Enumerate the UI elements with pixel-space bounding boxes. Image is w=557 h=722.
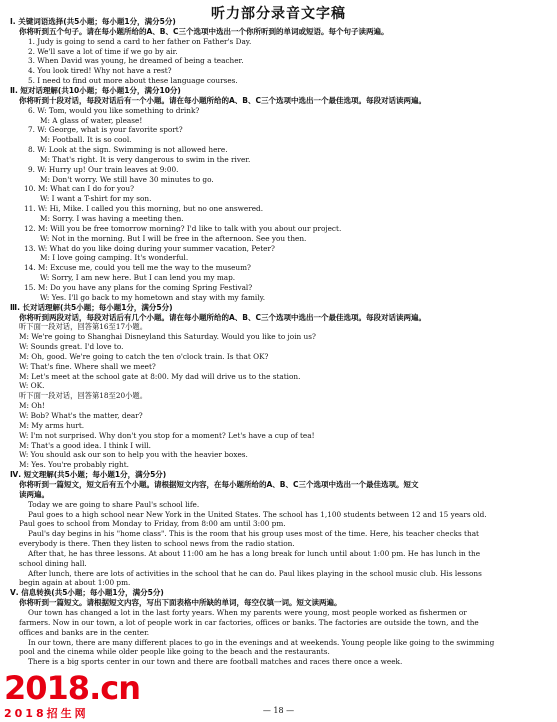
text-line: M: Yes. You're probably right. bbox=[19, 460, 130, 470]
text-line: 14. M: Excuse me, could you tell me the way to the museum? bbox=[24, 263, 251, 273]
text-line: M: That's right. It is very dangerous to swim in the river. bbox=[40, 154, 251, 164]
text-line: 1. Judy is going to send a card to her father on Father's Day. bbox=[28, 36, 252, 46]
section-heading: Ⅱ. 短对话理解(共10小题；每小题1分，满分10分) bbox=[10, 85, 181, 95]
text-line: W: OK. bbox=[19, 381, 45, 391]
text-line: 听下面一段对话，回答第18至20小题。 bbox=[19, 391, 148, 401]
text-line: W: Bob? What's the matter, dear? bbox=[19, 411, 143, 420]
text-line: M: Don't worry. We still have 30 minutes to go. bbox=[40, 174, 214, 184]
text-line: 6. W: Tom, would you like something to drink? bbox=[28, 105, 200, 115]
text-line: Paul goes to school from Monday to Friday, from 8:00 am until 3:00 pm. bbox=[19, 519, 286, 529]
section-heading: Ⅲ. 长对话理解(共5小题；每小题1分，满分5分) bbox=[10, 302, 173, 312]
text-line: offices and banks are in the center. bbox=[19, 627, 150, 637]
text-line: pool and the cinema while older people like going to the beach and the restaurants. bbox=[19, 647, 330, 657]
text-line: W: Sorry, I am new here. But I can lend you my map. bbox=[40, 273, 236, 283]
section-heading: 你将听到两段对话，每段对话后有几个小题。请在每小题所给的A、B、C三个选项中选出一个最佳选项。每段对话读两遍。 bbox=[19, 312, 427, 322]
text-line: 2. We'll save a lot of time if we go by air. bbox=[28, 46, 178, 56]
text-line: M: My arms hurt. bbox=[19, 420, 85, 430]
section-heading: 你将听到五个句子。请在每小题所给的A、B、C三个选项中选出一个你所听到的单词或短语。每个句子读两遍。 bbox=[19, 26, 389, 36]
text-line: everybody is there. Then they listen to school news from the radio station. bbox=[19, 539, 295, 549]
text-line: W: That's fine. Where shall we meet? bbox=[19, 361, 156, 371]
text-line: 5. I need to find out more about these language courses. bbox=[28, 76, 238, 86]
text-line: Our town has changed a lot in the last forty years. When my parents were young, most people worked as fishermen or bbox=[28, 608, 467, 617]
text-line: W: Yes. I'll go back to my hometown and stay with my family. bbox=[40, 292, 266, 302]
text-line: 3. When David was young, he dreamed of being a teacher. bbox=[28, 56, 244, 66]
text-line: M: A glass of water, please! bbox=[40, 115, 143, 125]
text-line: Today we are going to share Paul's school life. bbox=[28, 499, 200, 509]
text-line: W: Not in the morning. But I will be free in the afternoon. See you then. bbox=[40, 233, 307, 243]
text-line: 15. M: Do you have any plans for the coming Spring Festival? bbox=[24, 282, 253, 292]
text-line: 9. W: Hurry up! Our train leaves at 9:00. bbox=[28, 164, 179, 174]
text-line: school dining hall. bbox=[19, 558, 87, 568]
text-line: M: Oh, good. We're going to catch the ten o'clock train. Is that OK? bbox=[19, 351, 269, 361]
text-line: M: Oh! bbox=[19, 401, 45, 411]
text-line: begin again at about 1:00 pm. bbox=[19, 578, 131, 588]
section-heading: Ⅰ. 关键词语选择(共5小题；每小题1分，满分5分) bbox=[10, 17, 176, 26]
text-line: W: You should ask our son to help you with the heavier boxes. bbox=[19, 450, 248, 460]
section-heading: 读两遍。 bbox=[19, 489, 49, 499]
watermark-logo: 2018.cn bbox=[4, 669, 140, 707]
watermark-text: 2018招生网 bbox=[4, 707, 89, 720]
text-line: farmers. Now in our town, a lot of people work in car factories, offices or banks. The factories are outside the town, and the bbox=[19, 617, 479, 627]
text-line: 7. W: George, what is your favorite sport? bbox=[28, 125, 183, 135]
text-line: 听下面一段对话，回答第16至17小题。 bbox=[19, 322, 148, 332]
section-heading: Ⅴ. 信息转换(共5小题；每小题1分，满分5分) bbox=[10, 588, 164, 598]
text-line: M: Sorry. I was having a meeting then. bbox=[40, 214, 184, 223]
text-line: Paul's day begins in his "home class". This is the room that his group uses most of the time. Here, his teacher checks that bbox=[28, 529, 479, 539]
text-line: 10. M: What can I do for you? bbox=[24, 184, 135, 194]
text-line: There is a big sports center in our town and there are football matches and races there once a week. bbox=[28, 657, 403, 667]
text-line: After that, he has three lessons. At about 11:00 am he has a long break for lunch until about 1:00 pm. He has lunch in the bbox=[28, 548, 481, 558]
section-heading: 你将听到一篇短文，短文后有五个小题。请根据短文内容，在每小题所给的A、B、C三个选项中选出一个最佳选项。短文 bbox=[19, 479, 419, 489]
section-heading: Ⅳ. 短文理解(共5小题；每小题1分，满分5分) bbox=[10, 470, 167, 480]
text-line: In our town, there are many different places to go in the evenings and at weekends. Young people like going to the swimming bbox=[28, 637, 495, 647]
page-title: 听力部分录音文字稿 bbox=[211, 6, 346, 22]
text-line: 8. W: Look at the sign. Swimming is not allowed here. bbox=[28, 145, 228, 155]
page-number: — 18 — bbox=[262, 706, 295, 715]
text-line: W: Sounds great. I'd love to. bbox=[19, 342, 124, 352]
text-line: W: I want a T-shirt for my son. bbox=[40, 194, 152, 204]
text-line: M: I love going camping. It's wonderful. bbox=[40, 253, 189, 263]
text-line: 12. M: Will you be free tomorrow morning? I'd like to talk with you about our project. bbox=[24, 223, 342, 233]
text-line: 4. You look tired! Why not have a rest? bbox=[28, 66, 172, 76]
text-line: 13. W: What do you like doing during your summer vacation, Peter? bbox=[24, 243, 275, 253]
text-line: W: I'm not surprised. Why don't you stop for a moment? Let's have a cup of tea! bbox=[19, 430, 315, 440]
section-heading: 你将听到一篇短文。请根据短文内容，写出下面表格中所缺的单词，每空仅填一词。短文读两遍。 bbox=[19, 598, 342, 608]
text-line: 11. W: Hi, Mike. I called you this morning, but no one answered. bbox=[24, 204, 264, 214]
text-line: Paul goes to a high school near New York in the United States. The school has 1,100 students between 12 and 15 years old. bbox=[28, 509, 487, 519]
text-line: After lunch, there are lots of activities in the school that he can do. Paul likes playing in the school music club. His lessons bbox=[28, 568, 482, 578]
text-line: M: Football. It is so cool. bbox=[40, 135, 132, 145]
section-heading: 你将听到十段对话，每段对话后有一个小题。请在每小题所给的A、B、C三个选项中选出一个最佳选项。每段对话读两遍。 bbox=[19, 95, 427, 105]
text-line: M: That's a good idea. I think I will. bbox=[19, 440, 151, 450]
text-line: M: We're going to Shanghai Disneyland this Saturday. Would you like to join us? bbox=[19, 332, 316, 342]
text-line: M: Let's meet at the school gate at 8:00. My dad will drive us to the station. bbox=[19, 371, 301, 381]
